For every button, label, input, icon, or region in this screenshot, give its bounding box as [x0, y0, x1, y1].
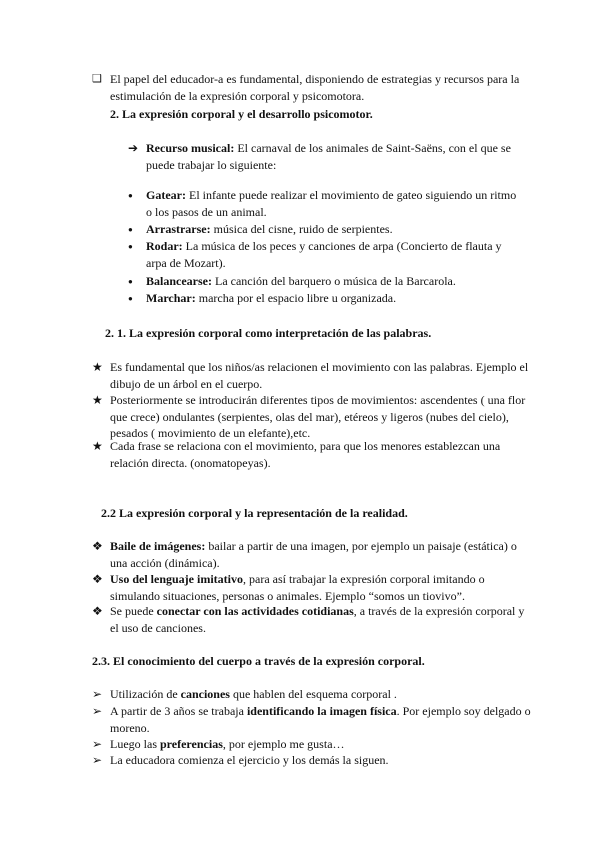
- arrowhead-bullet-icon: ➢: [92, 704, 103, 718]
- bullet-desc: música del cisne, ruido de serpientes.: [210, 222, 393, 236]
- bullet-label: Gatear:: [146, 188, 186, 202]
- bullet-item-arrastrarse: [128, 221, 524, 238]
- resource-item: [128, 140, 524, 173]
- bullet-desc: La música de los peces y canciones de arpa (Concierto de flauta y arpa de Mozart).: [146, 239, 502, 270]
- text-bold: canciones: [180, 687, 230, 701]
- bullet-text: [128, 238, 524, 271]
- bullet-icon: ●: [128, 277, 133, 286]
- bullet-text: [128, 273, 524, 290]
- bullet-item-gatear: [128, 187, 524, 220]
- section-2-2-title: 2.2 La expresión corporal y la representación de la realidad.: [101, 506, 408, 520]
- diamond-item: [92, 571, 532, 604]
- text-post: , por ejemplo me gusta…: [222, 737, 345, 751]
- intro-text: El papel del educador-a es fundamental, disponiendo de estrategias y recursos para la estimulación de la expresión corporal y psicomotora.: [110, 72, 520, 103]
- bullet-desc: La canción del barquero o música de la Barcarola.: [211, 274, 456, 288]
- bullet-text: [128, 221, 524, 238]
- star-item-text: Es fundamental que los niños/as relacionen el movimiento con las palabras. Ejemplo el dibujo de un árbol en el cuerpo.: [110, 360, 529, 391]
- intro-item: [92, 71, 532, 104]
- text-pre: A partir de 3 años se trabaja: [110, 704, 247, 718]
- bullet-item-balancearse: [128, 273, 524, 290]
- arrowhead-item-text: [92, 752, 532, 769]
- resource-text: [128, 140, 524, 173]
- text-bold: preferencias: [160, 737, 223, 751]
- bullet-icon: ●: [128, 294, 133, 303]
- arrowhead-item: [92, 752, 532, 769]
- diamond-item-text: [92, 603, 532, 636]
- text-bold: identificando la imagen física: [246, 704, 397, 718]
- bullet-text: [128, 290, 524, 307]
- section-2-1-title: 2. 1. La expresión corporal como interpretación de las palabras.: [105, 326, 432, 340]
- star-icon: ★: [92, 393, 103, 407]
- bullet-icon: ●: [128, 225, 133, 234]
- bullet-label: Balancearse:: [146, 274, 212, 288]
- diamond-bullet-icon: ❖: [92, 604, 103, 618]
- text-pre: Luego las: [110, 737, 160, 751]
- text-bold: Uso del lenguaje imitativo: [110, 572, 243, 586]
- resource-desc: El carnaval de los animales de Saint-Saëns, con el que se puede trabajar lo siguiente:: [146, 141, 511, 172]
- bullet-icon: ●: [128, 191, 133, 200]
- bullet-item-rodar: [128, 238, 524, 271]
- bullet-text: [128, 187, 524, 220]
- star-item: [92, 392, 532, 442]
- arrowhead-bullet-icon: ➢: [92, 753, 103, 767]
- diamond-item-text: [92, 538, 532, 571]
- resource-label: Recurso musical:: [146, 141, 235, 155]
- bullet-icon: ●: [128, 242, 133, 251]
- bullet-desc: El infante puede realizar el movimiento de gateo siguiendo un ritmo o los pasos de un animal.: [146, 188, 517, 219]
- text-bold: conectar con las actividades cotidianas: [156, 604, 354, 618]
- text-post: bailar a partir de una imagen, por ejemplo un paisaje (estática) o una acción (dinámica).: [110, 539, 517, 570]
- section-2-3-title: 2.3. El conocimiento del cuerpo a través de la expresión corporal.: [92, 654, 425, 668]
- arrowhead-item-text: [92, 736, 532, 753]
- arrowhead-bullet-icon: ➢: [92, 737, 103, 751]
- text-post: . Por ejemplo soy delgado o moreno.: [110, 704, 531, 735]
- bullet-item-marchar: [128, 290, 524, 307]
- text-post: , para así trabajar la expresión corporal imitando o simulando situaciones, personas o animales. Ejemplo “somos un tiovivo”.: [110, 572, 485, 603]
- arrowhead-item-text: [92, 703, 532, 736]
- star-item: [92, 359, 532, 392]
- text-post: que hablen del esquema corporal .: [229, 687, 397, 701]
- text-bold: Baile de imágenes:: [110, 539, 206, 553]
- bullet-label: Marchar:: [146, 291, 196, 305]
- star-item-text: Cada frase se relaciona con el movimiento, para que los menores establezcan una relación directa. (onomatopeyas).: [110, 439, 501, 470]
- arrowhead-bullet-icon: ➢: [92, 687, 103, 701]
- diamond-item: [92, 603, 532, 636]
- arrow-right-icon: ➔: [128, 141, 139, 155]
- arrowhead-item: [92, 703, 532, 736]
- text-post: , a través de la expresión corporal y el uso de canciones.: [110, 604, 525, 635]
- star-item-text: Posteriormente se introducirán diferentes tipos de movimientos: ascendentes ( una flor que crece) ondulantes (serpientes, olas del mar), etéreos y ligeros (nubes del cielo), pesados ( movimiento de un elefante),etc.: [110, 393, 526, 440]
- diamond-item-text: [92, 571, 532, 604]
- text-pre: Se puede: [110, 604, 157, 618]
- bullet-label: Rodar:: [146, 239, 183, 253]
- text-pre: La educadora comienza el ejercicio y los demás la siguen.: [110, 753, 389, 767]
- star-icon: ★: [92, 360, 103, 374]
- bullet-label: Arrastrarse:: [146, 222, 211, 236]
- arrowhead-item: [92, 686, 532, 703]
- star-item: [92, 438, 532, 471]
- diamond-bullet-icon: ❖: [92, 572, 103, 586]
- section-2-title: 2. La expresión corporal y el desarrollo psicomotor.: [110, 107, 373, 121]
- star-icon: ★: [92, 439, 103, 453]
- bullet-desc: marcha por el espacio libre u organizada.: [195, 291, 397, 305]
- checkbox-square-icon: ❑: [92, 73, 102, 85]
- arrowhead-item: [92, 736, 532, 753]
- text-pre: Utilización de: [110, 687, 181, 701]
- arrowhead-item-text: [92, 686, 532, 703]
- diamond-item: [92, 538, 532, 571]
- diamond-bullet-icon: ❖: [92, 539, 103, 553]
